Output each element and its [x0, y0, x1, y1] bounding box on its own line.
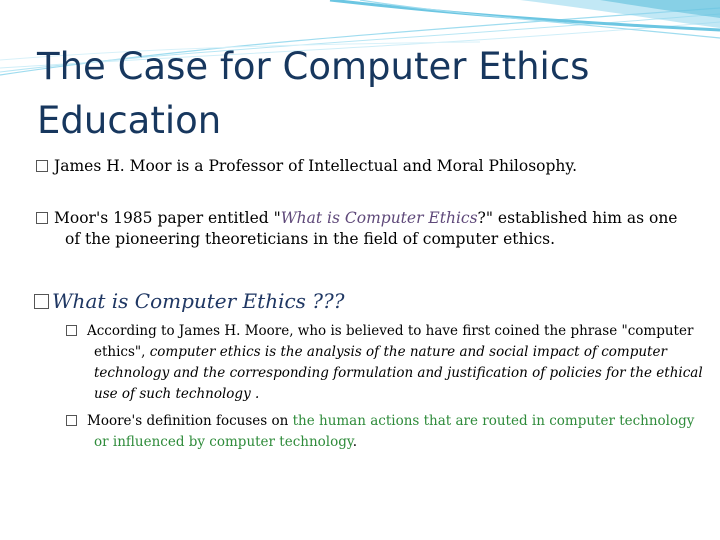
focus-end: .: [352, 434, 358, 450]
sub-bullet-focus: [66, 411, 704, 453]
focus-highlight: the human actions that are routed in computer technology or influenced by computer technology: [94, 413, 695, 450]
definition-text: computer ethics is the analysis of the nature and social impact of computer technology and the corresponding formulation and justification of policies for the ethical use of such technology .: [94, 344, 703, 402]
bullet-text-pre: Moor's 1985 paper entitled ": [54, 209, 281, 227]
bullet-icon: [66, 415, 77, 426]
bullet-icon: [36, 160, 48, 172]
bullet-text: is a Professor of Intellectual and Moral Philosophy.: [171, 157, 578, 175]
paper-title: What is Computer Ethics: [280, 209, 478, 227]
bullet-icon: [34, 294, 49, 309]
bullet-text-post: ?" established him as one: [477, 209, 678, 227]
sub-bullet-definition: [66, 321, 704, 405]
moor-name: James H. Moor: [54, 157, 172, 175]
bullet-moor-professor: [36, 156, 714, 177]
bullet-icon: [66, 325, 77, 336]
section-heading-text: What is Computer Ethics ???: [52, 289, 345, 313]
focus-intro: Moore's definition focuses on: [87, 413, 293, 429]
definition-intro: According to James H. Moore, who is believed to have first coined the phrase "computer ethics",: [87, 323, 694, 360]
section-heading: [34, 287, 684, 315]
slide-title: The Case for Computer Ethics Education: [37, 45, 590, 142]
bullet-icon: [36, 212, 48, 224]
bullet-moor-paper: [36, 208, 686, 250]
bullet-text-continued: of the pioneering theoreticians in the field of computer ethics.: [65, 230, 556, 248]
